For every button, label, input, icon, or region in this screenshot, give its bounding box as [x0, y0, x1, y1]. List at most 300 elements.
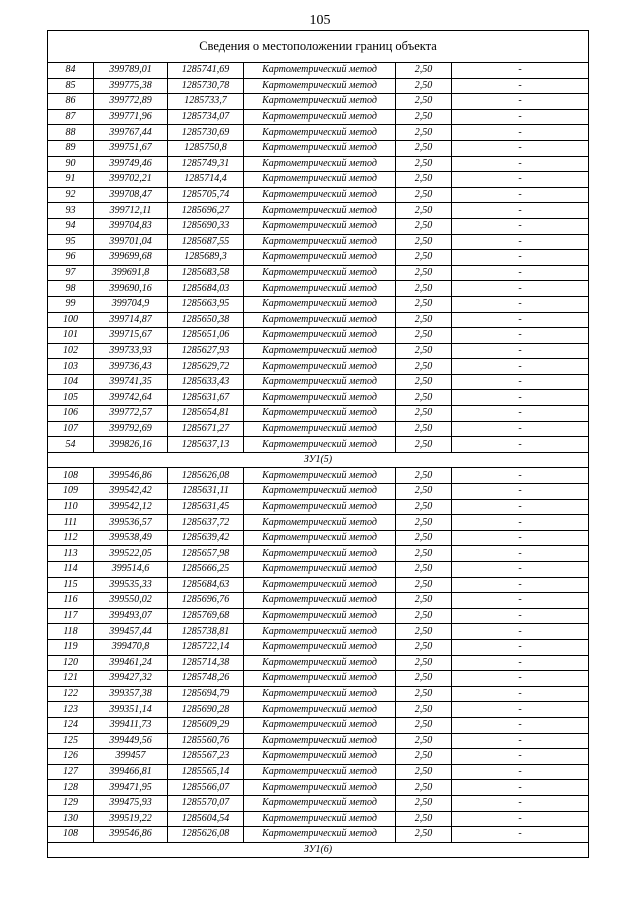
coordinate-y-cell: 1285684,03	[168, 281, 244, 297]
accuracy-cell: 2,50	[396, 172, 452, 188]
coordinate-x-cell: 399699,68	[94, 250, 168, 266]
coordinate-y-cell: 1285626,08	[168, 468, 244, 484]
coordinate-x-cell: 399733,93	[94, 343, 168, 359]
description-cell: -	[452, 296, 589, 312]
coordinate-y-cell: 1285560,76	[168, 733, 244, 749]
method-cell: Картометрический метод	[244, 109, 396, 125]
coordinate-x-cell: 399715,67	[94, 328, 168, 344]
description-cell: -	[452, 421, 589, 437]
table-row	[48, 78, 589, 94]
accuracy-cell: 2,50	[396, 717, 452, 733]
accuracy-cell: 2,50	[396, 780, 452, 796]
table-row	[48, 437, 589, 453]
coordinate-y-cell: 1285741,69	[168, 63, 244, 79]
coordinate-x-cell: 399712,11	[94, 203, 168, 219]
method-cell: Картометрический метод	[244, 624, 396, 640]
coordinate-x-cell: 399704,9	[94, 296, 168, 312]
accuracy-cell: 2,50	[396, 109, 452, 125]
coordinate-x-cell: 399708,47	[94, 187, 168, 203]
accuracy-cell: 2,50	[396, 562, 452, 578]
method-cell: Картометрический метод	[244, 749, 396, 765]
point-number-cell: 113	[48, 546, 94, 562]
coordinate-y-cell: 1285750,8	[168, 140, 244, 156]
coordinate-y-cell: 1285683,58	[168, 265, 244, 281]
accuracy-cell: 2,50	[396, 546, 452, 562]
table-title: Сведения о местоположении границ объекта	[48, 31, 589, 63]
point-number-cell: 128	[48, 780, 94, 796]
coordinate-x-cell: 399475,93	[94, 795, 168, 811]
table-row	[48, 172, 589, 188]
accuracy-cell: 2,50	[396, 328, 452, 344]
coordinate-y-cell: 1285654,81	[168, 406, 244, 422]
point-number-cell: 110	[48, 499, 94, 515]
table-row	[48, 577, 589, 593]
coordinate-y-cell: 1285657,98	[168, 546, 244, 562]
accuracy-cell: 2,50	[396, 811, 452, 827]
coordinate-x-cell: 399542,12	[94, 499, 168, 515]
table-row	[48, 250, 589, 266]
description-cell: -	[452, 780, 589, 796]
method-cell: Картометрический метод	[244, 530, 396, 546]
coordinate-y-cell: 1285567,23	[168, 749, 244, 765]
coordinate-y-cell: 1285734,07	[168, 109, 244, 125]
accuracy-cell: 2,50	[396, 468, 452, 484]
coordinate-x-cell: 399357,38	[94, 686, 168, 702]
table-row	[48, 624, 589, 640]
point-number-cell: 116	[48, 593, 94, 609]
coordinate-x-cell: 399449,56	[94, 733, 168, 749]
table-row	[48, 109, 589, 125]
point-number-cell: 97	[48, 265, 94, 281]
table-row	[48, 499, 589, 515]
accuracy-cell: 2,50	[396, 78, 452, 94]
point-number-cell: 87	[48, 109, 94, 125]
coordinate-x-cell: 399411,73	[94, 717, 168, 733]
coordinate-y-cell: 1285637,13	[168, 437, 244, 453]
coordinate-y-cell: 1285722,14	[168, 639, 244, 655]
description-cell: -	[452, 639, 589, 655]
description-cell: -	[452, 686, 589, 702]
section-header-zu1-5: ЗУ1(5)	[48, 452, 589, 468]
description-cell: -	[452, 593, 589, 609]
accuracy-cell: 2,50	[396, 671, 452, 687]
method-cell: Картометрический метод	[244, 733, 396, 749]
method-cell: Картометрический метод	[244, 78, 396, 94]
method-cell: Картометрический метод	[244, 686, 396, 702]
section-header-zu1-6: ЗУ1(6)	[48, 842, 589, 858]
accuracy-cell: 2,50	[396, 218, 452, 234]
point-number-cell: 122	[48, 686, 94, 702]
accuracy-cell: 2,50	[396, 795, 452, 811]
method-cell: Картометрический метод	[244, 359, 396, 375]
coordinate-y-cell: 1285714,38	[168, 655, 244, 671]
coordinate-x-cell: 399742,64	[94, 390, 168, 406]
coordinate-y-cell: 1285609,29	[168, 717, 244, 733]
table-row	[48, 484, 589, 500]
accuracy-cell: 2,50	[396, 374, 452, 390]
coordinate-y-cell: 1285696,76	[168, 593, 244, 609]
accuracy-cell: 2,50	[396, 484, 452, 500]
table-row	[48, 140, 589, 156]
method-cell: Картометрический метод	[244, 374, 396, 390]
accuracy-cell: 2,50	[396, 593, 452, 609]
coordinate-x-cell: 399471,95	[94, 780, 168, 796]
coordinate-y-cell: 1285696,27	[168, 203, 244, 219]
table-row	[48, 546, 589, 562]
method-cell: Картометрический метод	[244, 484, 396, 500]
method-cell: Картометрический метод	[244, 203, 396, 219]
coordinate-x-cell: 399792,69	[94, 421, 168, 437]
table-row	[48, 515, 589, 531]
coordinate-y-cell: 1285714,4	[168, 172, 244, 188]
coordinate-y-cell: 1285733,7	[168, 94, 244, 110]
coordinate-x-cell: 399546,86	[94, 827, 168, 843]
coordinate-x-cell: 399536,57	[94, 515, 168, 531]
method-cell: Картометрический метод	[244, 827, 396, 843]
coordinate-x-cell: 399522,05	[94, 546, 168, 562]
accuracy-cell: 2,50	[396, 94, 452, 110]
table-row	[48, 63, 589, 79]
point-number-cell: 86	[48, 94, 94, 110]
coordinate-x-cell: 399351,14	[94, 702, 168, 718]
method-cell: Картометрический метод	[244, 671, 396, 687]
point-number-cell: 112	[48, 530, 94, 546]
description-cell: -	[452, 671, 589, 687]
coordinate-x-cell: 399690,16	[94, 281, 168, 297]
accuracy-cell: 2,50	[396, 359, 452, 375]
table-row	[48, 218, 589, 234]
coordinate-y-cell: 1285650,38	[168, 312, 244, 328]
coordinate-y-cell: 1285690,28	[168, 702, 244, 718]
point-number-cell: 108	[48, 827, 94, 843]
accuracy-cell: 2,50	[396, 639, 452, 655]
description-cell: -	[452, 499, 589, 515]
description-cell: -	[452, 827, 589, 843]
table-row	[48, 593, 589, 609]
method-cell: Картометрический метод	[244, 795, 396, 811]
accuracy-cell: 2,50	[396, 125, 452, 141]
point-number-cell: 121	[48, 671, 94, 687]
coordinate-x-cell: 399461,24	[94, 655, 168, 671]
table-row	[48, 406, 589, 422]
method-cell: Картометрический метод	[244, 406, 396, 422]
coordinate-y-cell: 1285730,78	[168, 78, 244, 94]
coordinate-y-cell: 1285566,07	[168, 780, 244, 796]
accuracy-cell: 2,50	[396, 312, 452, 328]
method-cell: Картометрический метод	[244, 125, 396, 141]
coordinate-x-cell: 399702,21	[94, 172, 168, 188]
coordinate-y-cell: 1285627,93	[168, 343, 244, 359]
point-number-cell: 103	[48, 359, 94, 375]
coordinate-y-cell: 1285749,31	[168, 156, 244, 172]
description-cell: -	[452, 250, 589, 266]
point-number-cell: 107	[48, 421, 94, 437]
coordinate-y-cell: 1285690,33	[168, 218, 244, 234]
coordinate-x-cell: 399427,32	[94, 671, 168, 687]
coordinate-x-cell: 399550,02	[94, 593, 168, 609]
table-row	[48, 717, 589, 733]
coordinate-x-cell: 399701,04	[94, 234, 168, 250]
coordinate-y-cell: 1285769,68	[168, 608, 244, 624]
coordinate-y-cell: 1285639,42	[168, 530, 244, 546]
accuracy-cell: 2,50	[396, 749, 452, 765]
table-row	[48, 795, 589, 811]
method-cell: Картометрический метод	[244, 577, 396, 593]
accuracy-cell: 2,50	[396, 203, 452, 219]
coordinate-x-cell: 399704,83	[94, 218, 168, 234]
method-cell: Картометрический метод	[244, 312, 396, 328]
accuracy-cell: 2,50	[396, 499, 452, 515]
coordinate-x-cell: 399826,16	[94, 437, 168, 453]
table-row	[48, 530, 589, 546]
description-cell: -	[452, 187, 589, 203]
description-cell: -	[452, 343, 589, 359]
page-number: 105	[309, 13, 331, 28]
point-number-cell: 117	[48, 608, 94, 624]
description-cell: -	[452, 608, 589, 624]
method-cell: Картометрический метод	[244, 343, 396, 359]
table-row	[48, 125, 589, 141]
description-cell: -	[452, 406, 589, 422]
point-number-cell: 104	[48, 374, 94, 390]
coordinate-x-cell: 399546,86	[94, 468, 168, 484]
accuracy-cell: 2,50	[396, 437, 452, 453]
accuracy-cell: 2,50	[396, 187, 452, 203]
coordinate-x-cell: 399691,8	[94, 265, 168, 281]
point-number-cell: 92	[48, 187, 94, 203]
method-cell: Картометрический метод	[244, 140, 396, 156]
method-cell: Картометрический метод	[244, 562, 396, 578]
accuracy-cell: 2,50	[396, 733, 452, 749]
coordinate-x-cell: 399519,22	[94, 811, 168, 827]
method-cell: Картометрический метод	[244, 780, 396, 796]
accuracy-cell: 2,50	[396, 140, 452, 156]
method-cell: Картометрический метод	[244, 499, 396, 515]
description-cell: -	[452, 702, 589, 718]
coordinate-x-cell: 399535,33	[94, 577, 168, 593]
description-cell: -	[452, 484, 589, 500]
coordinate-x-cell: 399775,38	[94, 78, 168, 94]
point-number-cell: 119	[48, 639, 94, 655]
coordinate-y-cell: 1285689,3	[168, 250, 244, 266]
description-cell: -	[452, 437, 589, 453]
description-cell: -	[452, 63, 589, 79]
description-cell: -	[452, 577, 589, 593]
accuracy-cell: 2,50	[396, 827, 452, 843]
table-row	[48, 468, 589, 484]
table-row	[48, 390, 589, 406]
points-group-b	[48, 468, 589, 842]
accuracy-cell: 2,50	[396, 624, 452, 640]
point-number-cell: 123	[48, 702, 94, 718]
method-cell: Картометрический метод	[244, 250, 396, 266]
description-cell: -	[452, 390, 589, 406]
method-cell: Картометрический метод	[244, 437, 396, 453]
description-cell: -	[452, 374, 589, 390]
description-cell: -	[452, 172, 589, 188]
description-cell: -	[452, 140, 589, 156]
description-cell: -	[452, 811, 589, 827]
coordinate-x-cell: 399714,87	[94, 312, 168, 328]
method-cell: Картометрический метод	[244, 265, 396, 281]
coordinate-y-cell: 1285748,26	[168, 671, 244, 687]
boundary-document	[47, 30, 588, 858]
point-number-cell: 108	[48, 468, 94, 484]
method-cell: Картометрический метод	[244, 717, 396, 733]
point-number-cell: 111	[48, 515, 94, 531]
coordinate-x-cell: 399736,43	[94, 359, 168, 375]
table-row	[48, 421, 589, 437]
table-row	[48, 312, 589, 328]
coordinate-x-cell: 399466,81	[94, 764, 168, 780]
method-cell: Картометрический метод	[244, 421, 396, 437]
description-cell: -	[452, 265, 589, 281]
description-cell: -	[452, 717, 589, 733]
accuracy-cell: 2,50	[396, 764, 452, 780]
method-cell: Картометрический метод	[244, 218, 396, 234]
table-row	[48, 827, 589, 843]
coordinate-x-cell: 399457	[94, 749, 168, 765]
accuracy-cell: 2,50	[396, 250, 452, 266]
description-cell: -	[452, 655, 589, 671]
description-cell: -	[452, 328, 589, 344]
table-row	[48, 733, 589, 749]
description-cell: -	[452, 78, 589, 94]
point-number-cell: 129	[48, 795, 94, 811]
method-cell: Картометрический метод	[244, 234, 396, 250]
coordinate-x-cell: 399772,57	[94, 406, 168, 422]
table-row	[48, 811, 589, 827]
coordinate-x-cell: 399749,46	[94, 156, 168, 172]
point-number-cell: 54	[48, 437, 94, 453]
accuracy-cell: 2,50	[396, 265, 452, 281]
table-row	[48, 562, 589, 578]
coordinate-x-cell: 399789,01	[94, 63, 168, 79]
boundary-table	[47, 30, 589, 858]
table-row	[48, 343, 589, 359]
coordinate-x-cell: 399771,96	[94, 109, 168, 125]
coordinate-x-cell: 399538,49	[94, 530, 168, 546]
coordinate-x-cell: 399493,07	[94, 608, 168, 624]
coordinate-y-cell: 1285705,74	[168, 187, 244, 203]
coordinate-x-cell: 399542,42	[94, 484, 168, 500]
coordinate-y-cell: 1285687,55	[168, 234, 244, 250]
table-row	[48, 780, 589, 796]
coordinate-y-cell: 1285570,07	[168, 795, 244, 811]
accuracy-cell: 2,50	[396, 296, 452, 312]
coordinate-y-cell: 1285651,06	[168, 328, 244, 344]
point-number-cell: 94	[48, 218, 94, 234]
method-cell: Картометрический метод	[244, 608, 396, 624]
table-row	[48, 359, 589, 375]
coordinate-x-cell: 399457,44	[94, 624, 168, 640]
coordinate-y-cell: 1285626,08	[168, 827, 244, 843]
coordinate-y-cell: 1285738,81	[168, 624, 244, 640]
method-cell: Картометрический метод	[244, 328, 396, 344]
table-row	[48, 94, 589, 110]
description-cell: -	[452, 359, 589, 375]
description-cell: -	[452, 624, 589, 640]
accuracy-cell: 2,50	[396, 686, 452, 702]
method-cell: Картометрический метод	[244, 655, 396, 671]
accuracy-cell: 2,50	[396, 530, 452, 546]
description-cell: -	[452, 749, 589, 765]
description-cell: -	[452, 795, 589, 811]
point-number-cell: 118	[48, 624, 94, 640]
point-number-cell: 127	[48, 764, 94, 780]
table-row	[48, 281, 589, 297]
table-row	[48, 749, 589, 765]
description-cell: -	[452, 562, 589, 578]
accuracy-cell: 2,50	[396, 702, 452, 718]
table-row	[48, 671, 589, 687]
point-number-cell: 125	[48, 733, 94, 749]
coordinate-y-cell: 1285633,43	[168, 374, 244, 390]
accuracy-cell: 2,50	[396, 421, 452, 437]
coordinate-x-cell: 399751,67	[94, 140, 168, 156]
method-cell: Картометрический метод	[244, 811, 396, 827]
coordinate-y-cell: 1285637,72	[168, 515, 244, 531]
point-number-cell: 115	[48, 577, 94, 593]
coordinate-y-cell: 1285604,54	[168, 811, 244, 827]
point-number-cell: 120	[48, 655, 94, 671]
coordinate-y-cell: 1285631,45	[168, 499, 244, 515]
description-cell: -	[452, 312, 589, 328]
coordinate-y-cell: 1285663,95	[168, 296, 244, 312]
table-row	[48, 156, 589, 172]
point-number-cell: 85	[48, 78, 94, 94]
accuracy-cell: 2,50	[396, 156, 452, 172]
accuracy-cell: 2,50	[396, 281, 452, 297]
table-row	[48, 655, 589, 671]
point-number-cell: 102	[48, 343, 94, 359]
point-number-cell: 105	[48, 390, 94, 406]
table-row	[48, 374, 589, 390]
coordinate-x-cell: 399514,6	[94, 562, 168, 578]
accuracy-cell: 2,50	[396, 577, 452, 593]
coordinate-x-cell: 399767,44	[94, 125, 168, 141]
table-row	[48, 639, 589, 655]
point-number-cell: 88	[48, 125, 94, 141]
description-cell: -	[452, 468, 589, 484]
point-number-cell: 109	[48, 484, 94, 500]
table-row	[48, 328, 589, 344]
method-cell: Картометрический метод	[244, 546, 396, 562]
coordinate-x-cell: 399772,89	[94, 94, 168, 110]
point-number-cell: 114	[48, 562, 94, 578]
table-row	[48, 686, 589, 702]
coordinate-y-cell: 1285666,25	[168, 562, 244, 578]
description-cell: -	[452, 94, 589, 110]
method-cell: Картометрический метод	[244, 515, 396, 531]
description-cell: -	[452, 546, 589, 562]
table-row	[48, 203, 589, 219]
accuracy-cell: 2,50	[396, 515, 452, 531]
point-number-cell: 98	[48, 281, 94, 297]
point-number-cell: 101	[48, 328, 94, 344]
coordinate-x-cell: 399741,35	[94, 374, 168, 390]
point-number-cell: 100	[48, 312, 94, 328]
method-cell: Картометрический метод	[244, 187, 396, 203]
coordinate-y-cell: 1285684,63	[168, 577, 244, 593]
method-cell: Картометрический метод	[244, 639, 396, 655]
description-cell: -	[452, 281, 589, 297]
table-row	[48, 265, 589, 281]
description-cell: -	[452, 764, 589, 780]
points-group-a	[48, 63, 589, 453]
description-cell: -	[452, 234, 589, 250]
accuracy-cell: 2,50	[396, 63, 452, 79]
